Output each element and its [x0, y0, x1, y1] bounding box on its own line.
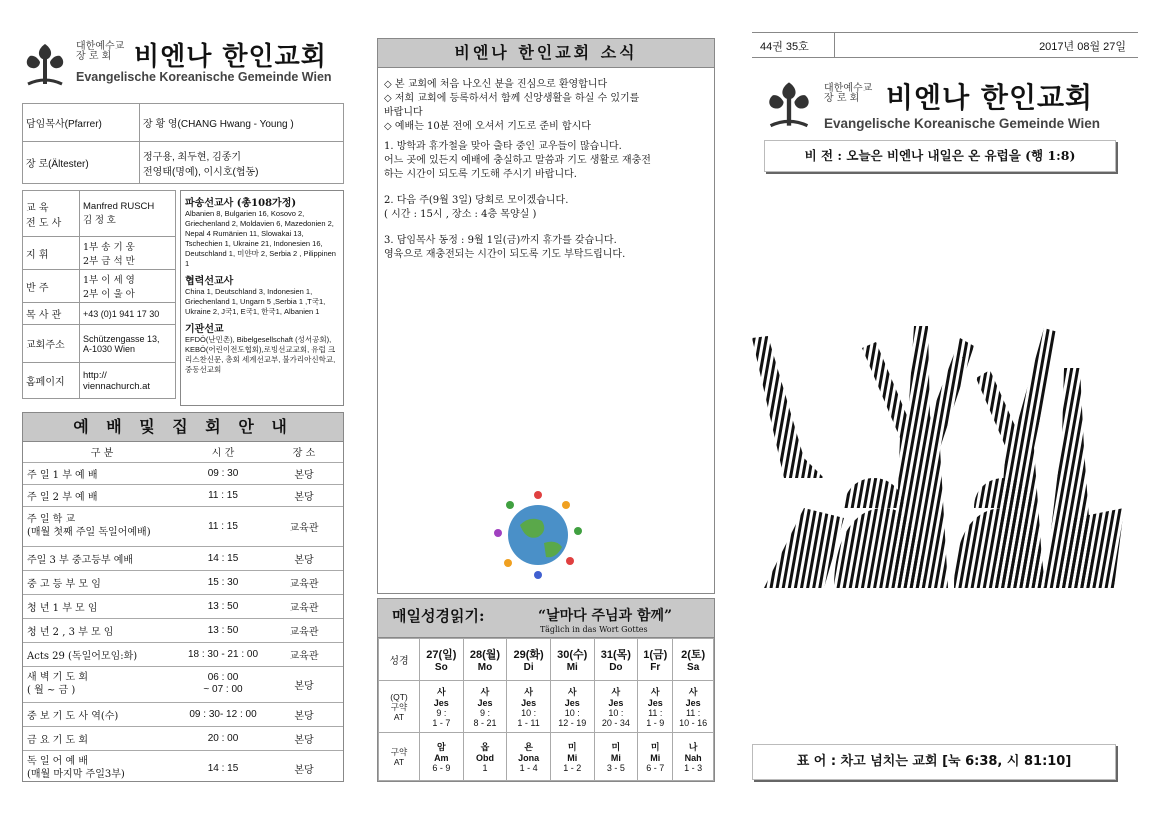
book-abbr: Jes [685, 698, 701, 708]
book-ko: 나 [688, 742, 698, 752]
worship-time: 13 : 50 [181, 618, 265, 642]
staff-value: 정구용, 최두현, 김종기 전영태(명예), 이시호(협동) [140, 142, 344, 184]
worship-time: 15 : 30 [181, 570, 265, 594]
issue-bar [752, 32, 1138, 58]
qt-cell [507, 681, 551, 733]
staff-row [23, 142, 344, 184]
worship-time: 20 : 00 [181, 726, 265, 750]
book-ko: 사 [688, 687, 698, 697]
mission-body: EFDÖ(난민촌), Bibelgesellschaft (성서공회), KEBÖ(어린이전도협회),로빙선교교회, 유럽 크리스찬신문, 총회 세계선교부, 불가리아신학교,중동선교회 [185, 335, 336, 374]
news-item: 3. 담임목사 동정 : 9월 1일(금)까지 휴가를 갖습니다. 영육으로 재충전되는 시간이 되도록 기도 부탁드립니다. [384, 235, 626, 260]
book-ko: 사 [567, 687, 577, 697]
contact-label: 홈페이지 [23, 363, 80, 399]
homepage-link[interactable]: http:// viennachurch.at [80, 363, 176, 399]
worship-row [23, 750, 343, 786]
verses: 1 - 4 [519, 763, 538, 773]
chapter: 10 : [521, 708, 537, 718]
worship-time: 11 : 15 [181, 506, 265, 546]
day-cell [638, 639, 673, 681]
day-de: So [434, 662, 448, 673]
worship-header: 구 분 [23, 442, 181, 462]
denomination-bottom: 장 로 회 [824, 93, 860, 104]
ot-cell [507, 733, 551, 781]
day-cell [463, 639, 507, 681]
book-ko: 사 [650, 687, 660, 697]
book-ko: 미 [567, 742, 577, 752]
book-ko: 미 [650, 742, 660, 752]
book-abbr: Am [434, 753, 449, 763]
verses: 6 - 7 [646, 763, 665, 773]
verses: 6 - 9 [432, 763, 451, 773]
church-logo [22, 38, 352, 98]
news-item: ◇ 예배는 10분 전에 오셔서 기도로 준비 합시다 [384, 121, 591, 132]
day-ko: 29(화) [513, 649, 544, 661]
worship-name: 주 일 1 부 예 배 [23, 462, 181, 484]
book-abbr: Nah [684, 753, 702, 763]
worship-row [23, 506, 343, 546]
reading-motto-german: Täglich in das Wort Gottes [540, 625, 648, 634]
globe-illustration [490, 485, 586, 581]
vision-statement: 비 전 : 오늘은 비엔나 내일은 온 유럽을 (행 1:8) [764, 140, 1116, 172]
book-ko: 사 [611, 687, 621, 697]
worship-name: 금 요 기 도 회 [23, 726, 181, 750]
qt-cell [550, 681, 594, 733]
book-ko: 사 [480, 687, 490, 697]
mission-body: Albanien 8, Bulgarien 16, Kosovo 2, Griechenland 2, Moldavien 6, Mazedonien 2, Nepal 4 Rumänien 11, Slowakai 13, Tschechien 1, Ukraine 21, Indonesien 16, Deutschland 1, 미얀마 2, Serbia 2 , Pilippinen 1 [185, 209, 336, 268]
church-name: 비엔나 한인교회 [134, 42, 327, 72]
worship-place: 교육관 [265, 506, 343, 546]
worship-table [23, 442, 343, 786]
day-ko: 2(토) [681, 649, 706, 661]
chapter: 9 : [479, 708, 490, 718]
book-abbr: Jes [477, 698, 493, 708]
reading-row-label: 성경 [379, 639, 420, 681]
book-abbr: Jes [608, 698, 624, 708]
day-cell [594, 639, 638, 681]
worship-name: Acts 29 (독일어모임:화) [23, 642, 181, 666]
worship-header: 시 간 [181, 442, 265, 462]
verses: 1 [482, 763, 488, 773]
issue-date: 2017년 08월 27일 [1039, 41, 1126, 53]
worship-name: 청 년 2 , 3 부 모 임 [23, 618, 181, 642]
qt-cell [594, 681, 638, 733]
worship-place: 본당 [265, 726, 343, 750]
verses: 1 - 11 [517, 718, 540, 728]
news-item: 2. 다음 주(9월 3일) 당회로 모이겠습니다. ( 시간 : 15시 , 장소 : 4층 목양실 ) [384, 195, 569, 220]
day-de: Fr [650, 662, 661, 673]
worship-schedule [22, 412, 344, 782]
book-ko: 암 [436, 742, 446, 752]
qt-cell [420, 681, 464, 733]
verses: 1 - 7 [432, 718, 451, 728]
worship-title: 예 배 및 집 회 안 내 [23, 413, 343, 442]
book-abbr: Mi [567, 753, 578, 763]
denomination-top: 대한예수교 [76, 41, 125, 52]
worship-name: 중 보 기 도 사 역(수) [23, 702, 181, 726]
church-name-german: Evangelische Koreanische Gemeinde Wien [76, 70, 332, 84]
worship-name: 독 일 어 예 배 (매월 마지막 주일3부) [27, 756, 125, 781]
missions-box [180, 190, 344, 406]
worship-time: 06 : 00 ~ 07 : 00 [181, 666, 265, 702]
worship-row [23, 702, 343, 726]
day-de: Mi [566, 662, 578, 673]
worship-time: 09 : 30- 12 : 00 [181, 702, 265, 726]
news-item: 1. 방학과 휴가철을 맞아 출타 중인 교우들이 많습니다. 어느 곳에 있든지 예배에 충실하고 말씀과 기도 생활로 재충전 하는 시간이 되도록 기도해 주시기 바랍니다. [384, 141, 651, 180]
book-ko: 욘 [524, 742, 533, 752]
contact-label: 교 육 전 도 사 [23, 191, 80, 237]
staff-label: 담임목사(Pfarrer) [23, 104, 140, 142]
news-panel [377, 38, 715, 594]
worship-row [23, 594, 343, 618]
worship-place: 본당 [265, 546, 343, 570]
worship-time: 09 : 30 [181, 462, 265, 484]
reading-motto: “날마다 주님과 함께” [538, 608, 673, 624]
mission-title: 협력선교사 [185, 276, 234, 287]
contact-value: 1부 이 세 영 2부 이 울 아 [80, 270, 176, 303]
church-logo-right [764, 76, 1124, 136]
worship-name: 새 벽 기 도 회 ( 월 ~ 금 ) [23, 666, 181, 702]
qt-cell [638, 681, 673, 733]
denomination-top: 대한예수교 [824, 83, 873, 94]
worship-row [23, 570, 343, 594]
reading-header [378, 599, 714, 638]
news-item: ◇ 저희 교회에 등록하셔서 함께 신앙생활을 하실 수 있기를 바랍니다 [384, 93, 640, 118]
denomination-bottom: 장 로 회 [76, 51, 112, 62]
worship-place: 교육관 [265, 618, 343, 642]
news-title: 비엔나 한인교회 소식 [378, 39, 714, 68]
church-name-german: Evangelische Koreanische Gemeinde Wien [824, 116, 1100, 131]
mission-title: 파송선교사 (총108가정) [185, 198, 297, 209]
book-abbr: Mi [650, 753, 661, 763]
verses: 10 - 16 [679, 718, 708, 728]
worship-row [23, 666, 343, 702]
verses: 1 - 9 [646, 718, 665, 728]
verses: 1 - 3 [684, 763, 703, 773]
worship-place: 교육관 [265, 570, 343, 594]
book-ko: 사 [436, 687, 446, 697]
worship-place: 교육관 [265, 642, 343, 666]
worship-name: 주 일 학 교 (매월 첫째 주일 독일어예배) [23, 506, 181, 546]
day-ko: 30(수) [557, 649, 588, 661]
reading-title: 매일성경읽기: [392, 607, 485, 625]
verses: 8 - 21 [473, 718, 497, 728]
verses: 12 - 19 [558, 718, 587, 728]
verses: 3 - 5 [606, 763, 625, 773]
book-abbr: Jes [564, 698, 580, 708]
tree-logo-icon [22, 40, 68, 88]
worship-place: 본당 [265, 484, 343, 506]
news-list [378, 68, 714, 262]
contact-value: Schützengasse 13, A-1030 Wien [80, 325, 176, 363]
book-ko: 사 [524, 687, 533, 697]
day-ko: 1(금) [643, 649, 668, 661]
contact-value: Manfred RUSCH 김 정 호 [80, 191, 176, 237]
day-cell [550, 639, 594, 681]
day-ko: 27(일) [426, 649, 457, 661]
worship-row [23, 618, 343, 642]
worship-name: 주 일 2 부 예 배 [23, 484, 181, 506]
worship-time: 14 : 15 [181, 546, 265, 570]
worship-row [23, 546, 343, 570]
book-abbr: Mi [610, 753, 621, 763]
day-cell [673, 639, 714, 681]
worship-name: 주일 3 부 중고등부 예배 [23, 546, 181, 570]
day-ko: 28(월) [469, 649, 501, 661]
contact-label: 반 주 [23, 270, 80, 303]
book-abbr: Jes [521, 698, 537, 708]
worship-row [23, 462, 343, 484]
worship-name: 중 고 등 부 모 임 [23, 570, 181, 594]
volume-number: 44권 35호 [760, 41, 809, 53]
church-motto: 표 어 : 차고 넘치는 교회 [눅 6:38, 시 81:10] [752, 744, 1116, 780]
worship-row [23, 642, 343, 666]
ot-cell [463, 733, 507, 781]
ot-label: 구약 AT [379, 733, 420, 781]
mission-body: China 1, Deutschland 3, Indonesien 1, Griechenland 1, Ungarn 5 ,Serbia 1 ,T국1, Ukraine 2, J국1, E국1, 한국1, Albanien 1 [185, 287, 326, 316]
day-de: Do [609, 662, 623, 673]
church-name: 비엔나 한인교회 [886, 81, 1094, 114]
qt-cell [673, 681, 714, 733]
book-abbr: Obd [475, 753, 494, 763]
reading-panel [377, 598, 715, 782]
staff-value: 장 황 영(CHANG Hwang - Young ) [140, 104, 344, 142]
qt-label: (QT) 구약 AT [379, 681, 420, 733]
contacts-table [22, 190, 176, 399]
contact-label: 지 휘 [23, 237, 80, 270]
worship-time: 14 : 15 [207, 762, 239, 774]
worship-place: 본당 [265, 462, 343, 484]
news-item: ◇ 본 교회에 처음 나오신 분을 진심으로 환영합니다 [384, 79, 608, 90]
ot-cell [420, 733, 464, 781]
book-abbr: Jes [647, 698, 663, 708]
worship-time: 11 : 15 [181, 484, 265, 506]
book-abbr: Jona [518, 753, 540, 763]
worship-name: 청 년 1 부 모 임 [23, 594, 181, 618]
contact-label: 목 사 관 [23, 303, 80, 325]
reading-table [378, 638, 714, 781]
verses: 20 - 34 [601, 718, 630, 728]
staff-table [22, 103, 344, 184]
ot-cell [638, 733, 673, 781]
contact-value: +43 (0)1 941 17 30 [80, 303, 176, 325]
worship-place: 본당 [294, 764, 314, 776]
staff-row [23, 104, 344, 142]
chapter: 10 : [608, 708, 624, 718]
book-ko: 미 [611, 742, 621, 752]
day-ko: 31(목) [600, 649, 631, 661]
worship-time: 18 : 30 - 21 : 00 [181, 642, 265, 666]
day-cell [507, 639, 551, 681]
ot-cell [673, 733, 714, 781]
chapter: 11 : [648, 708, 663, 718]
chapter: 9 : [436, 708, 447, 718]
tree-logo-icon [764, 78, 814, 130]
chapter: 11 : [685, 708, 701, 718]
worship-header: 장 소 [265, 442, 343, 462]
chapter: 10 : [564, 708, 580, 718]
qt-cell [463, 681, 507, 733]
worship-row [23, 726, 343, 750]
worship-place: 본당 [265, 702, 343, 726]
contact-label: 교회주소 [23, 325, 80, 363]
ot-cell [594, 733, 638, 781]
worship-place: 교육관 [265, 594, 343, 618]
worship-place: 본당 [265, 666, 343, 702]
day-de: Sa [687, 662, 700, 673]
staff-label: 장 로(Ältester) [23, 142, 140, 184]
book-ko: 옵 [480, 742, 490, 752]
mission-title: 기관선교 [185, 324, 224, 335]
day-de: Mo [477, 662, 493, 673]
tree-people-illustration [744, 318, 1136, 590]
worship-time: 13 : 50 [181, 594, 265, 618]
worship-row [23, 484, 343, 506]
contact-value: 1부 송 기 웅 2부 금 석 만 [80, 237, 176, 270]
book-abbr: Jes [433, 698, 449, 708]
day-cell [420, 639, 464, 681]
day-de: Di [523, 662, 534, 673]
verses: 1 - 2 [563, 763, 582, 773]
ot-cell [550, 733, 594, 781]
